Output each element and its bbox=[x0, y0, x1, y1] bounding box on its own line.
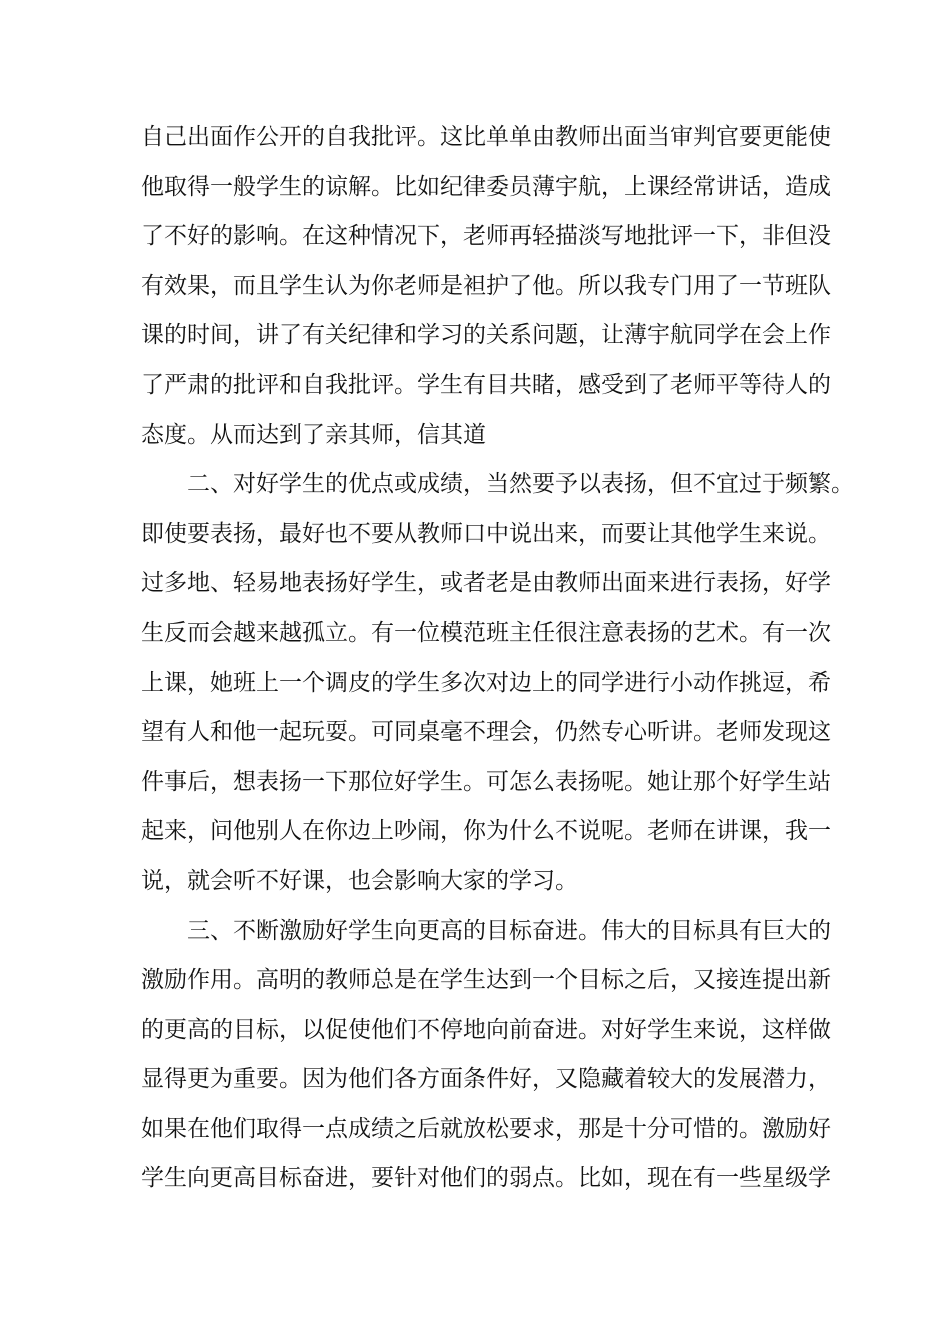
paragraph-list bbox=[141, 113, 854, 1204]
text-line: 态度。从而达到了亲其师，信其道 bbox=[141, 421, 486, 448]
text-line: 望有人和他一起玩耍。可同桌毫不理会，仍然专心听讲。老师发现这 bbox=[141, 719, 831, 746]
text-line: 件事后，想表扬一下那位好学生。可怎么表扬呢。她让那个好学生站 bbox=[141, 768, 831, 795]
text-line: 三、不断激励好学生向更高的目标奋进。伟大的目标具有巨大的 bbox=[187, 917, 831, 944]
text-line: 了不好的影响。在这种情况下，老师再轻描淡写地批评一下，非但没 bbox=[141, 223, 831, 250]
paragraph bbox=[141, 460, 854, 906]
text-line: 说，就会听不好课，也会影响大家的学习。 bbox=[141, 867, 578, 894]
text-line: 课的时间，讲了有关纪律和学习的关系问题，让薄宇航同学在会上作 bbox=[141, 322, 831, 349]
text-line: 学生向更高目标奋进，要针对他们的弱点。比如，现在有一些星级学 bbox=[141, 1165, 831, 1192]
paragraph bbox=[141, 113, 831, 460]
text-line: 生反而会越来越孤立。有一位模范班主任很注意表扬的艺术。有一次 bbox=[141, 619, 831, 646]
text-line: 起来，问他别人在你边上吵闹，你为什么不说呢。老师在讲课，我一 bbox=[141, 818, 831, 845]
text-line: 的更高的目标，以促使他们不停地向前奋进。对好学生来说，这样做 bbox=[141, 1016, 831, 1043]
text-line: 了严肃的批评和自我批评。学生有目共睹，感受到了老师平等待人的 bbox=[141, 371, 831, 398]
text-line: 上课，她班上一个调皮的学生多次对边上的同学进行小动作挑逗，希 bbox=[141, 669, 831, 696]
text-line: 即使要表扬，最好也不要从教师口中说出来，而要让其他学生来说。 bbox=[141, 520, 831, 547]
text-line: 激励作用。高明的教师总是在学生达到一个目标之后，又接连提出新 bbox=[141, 967, 831, 994]
paragraph bbox=[141, 907, 831, 1205]
text-line: 显得更为重要。因为他们各方面条件好，又隐藏着较大的发展潜力， bbox=[141, 1066, 831, 1093]
text-line: 过多地、轻易地表扬好学生，或者老是由教师出面来进行表扬，好学 bbox=[141, 570, 831, 597]
text-line: 如果在他们取得一点成绩之后就放松要求，那是十分可惜的。激励好 bbox=[141, 1115, 831, 1142]
text-line: 二、对好学生的优点或成绩，当然要予以表扬，但不宜过于频繁。 bbox=[187, 471, 854, 498]
text-line: 他取得一般学生的谅解。比如纪律委员薄宇航，上课经常讲话，造成 bbox=[141, 173, 831, 200]
text-line: 自己出面作公开的自我批评。这比单单由教师出面当审判官要更能使 bbox=[141, 124, 831, 150]
body-text bbox=[141, 113, 854, 1204]
text-line: 有效果，而且学生认为你老师是袒护了他。所以我专门用了一节班队 bbox=[141, 272, 831, 299]
